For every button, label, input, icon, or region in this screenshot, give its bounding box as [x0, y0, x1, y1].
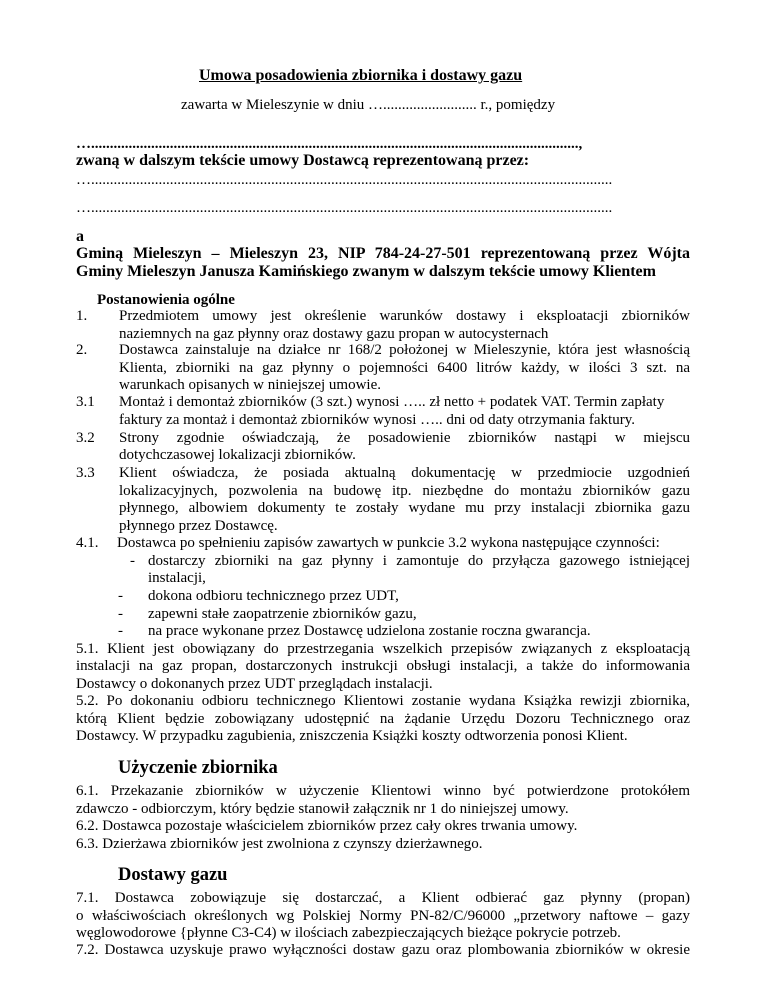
clause-5-2-line-3: Dostawcy. W przypadku zagubienia, zniszczenia Książki koszty odtworzenia ponosi Klient. [76, 728, 628, 744]
clause-number: 2. [76, 342, 88, 358]
clause-7-1-line-3: węglowodorowe {płynne C3-C4) w ilościach zabezpieczających bieżące pokrycie potrzeb. [76, 925, 621, 941]
clause-6-2: 6.2. Dostawca pozostaje właścicielem zbiorników przez cały okres trwania umowy. [76, 818, 578, 834]
bullet-dash: - [130, 553, 135, 569]
clause-6-3: 6.3. Dzierżawa zbiorników jest zwolniona z czynszy dzierżawnego. [76, 836, 483, 852]
clause-3-3-line-3: płynnego, albowiem dokumenty te zostały wydane mu przy instalacji zbiornika gazu [119, 500, 690, 516]
clause-5-1-line-3: Dostawcy o dokonanych przez UDT przeglądach instalacji. [76, 676, 433, 692]
clause-7-1-line-1: 7.1. Dostawca zobowiązuje się dostarczać, a Klient odbierać gaz płynny (propan) [76, 890, 690, 906]
supplier-representative-1: …........................................................................................................................................... [76, 172, 613, 188]
client-line-2: Gminy Mieleszyn Janusza Kamińskiego zwanym w dalszym tekście umowy Klientem [76, 263, 656, 280]
clause-7-1-line-2: o właściwościach określonych wg Polskiej Normy PN-82/C/96000 „przetwory naftowe – gazy [76, 908, 690, 924]
clause-1-line-2: naziemnych na gaz płynny oraz dostawy gazu propan w autocysternach [119, 326, 549, 342]
clause-6-1-line-1: 6.1. Przekazanie zbiorników w użyczenie Klientowi winno być potwierdzone protokółem [76, 783, 690, 799]
intro-line: zawarta w Mieleszynie w dniu …......................... r., pomiędzy [181, 97, 556, 113]
clause-3-3-line-1: Klient oświadcza, że posiada aktualną dokumentację w przedmiocie uzgodnień [119, 465, 690, 481]
clause-7-2-line-1: 7.2. Dostawca uzyskuje prawo wyłączności dostaw gazu oraz plombowania zbiorników w okresie [76, 942, 690, 958]
clause-3-1-line-1: Montaż i demontaż zbiorników (3 szt.) wynosi ….. zł netto + podatek VAT. Termin zapłaty [119, 394, 665, 410]
bullet-1-line-1: dostarczy zbiorniki na gaz płynny i zamontuje do przyłącza gazowego istniejącej [148, 553, 690, 569]
clause-3-2-line-1: Strony zgodnie oświadczają, że posadowienie zbiorników nastąpi w miejscu [119, 430, 690, 446]
clause-2-line-2: Klienta, zbiorniki na gaz płynny o pojemności 6400 litrów każdy, w ilości 3 szt. na [119, 360, 690, 376]
clause-3-3-line-2: lokalizacyjnych, pozwolenia na budowę itp. niezbędne do montażu zbiorników gazu [119, 483, 690, 499]
section-heading-supply: Dostawy gazu [118, 865, 228, 885]
client-line-1: Gminą Mieleszyn – Mieleszyn 23, NIP 784-24-27-501 reprezentowaną przez Wójta [76, 245, 690, 262]
document-title: Umowa posadowienia zbiornika i dostawy gazu [199, 67, 523, 84]
bullet-2: dokona odbioru technicznego przez UDT, [148, 588, 399, 604]
clause-2-line-3: warunkach opisanych w niniejszej umowie. [119, 377, 382, 393]
supplier-designation: zwaną w dalszym tekście umowy Dostawcą reprezentowaną przez: [76, 152, 530, 169]
section-heading-general: Postanowienia ogólne [97, 292, 235, 308]
bullet-1-line-2: instalacji, [148, 570, 206, 586]
bullet-dash: - [118, 588, 123, 604]
clause-number: 3.2 [76, 430, 95, 446]
supplier-representative-2: …........................................................................................................................................... [76, 200, 613, 216]
clause-number: 1. [76, 308, 88, 324]
clause-6-1-line-2: zdawczo - odbiorczym, który będzie stanowił załącznik nr 1 do niniejszej umowy. [76, 801, 569, 817]
clause-1-line-1: Przedmiotem umowy jest określenie warunków dostawy i eksploatacji zbiorników [119, 308, 690, 324]
clause-3-2-line-2: dotychczasowej lokalizacji zbiorników. [119, 447, 356, 463]
clause-5-1-line-2: instalacji na gaz propan, dostarczonych instrukcji obsługi instalacji, a także do informowania [76, 658, 690, 674]
clause-5-2-line-1: 5.2. Po dokonaniu odbioru technicznego Klientowi zostanie wydana Książka rewizji zbiornika, [76, 693, 690, 709]
conjunction-a: a [76, 228, 84, 245]
bullet-dash: - [118, 606, 123, 622]
clause-2-line-1: Dostawca zainstaluje na działce nr 168/2 położonej w Mieleszynie, która jest własnością [119, 342, 690, 358]
clause-number: 3.3 [76, 465, 95, 481]
clause-5-1-line-1: 5.1. Klient jest obowiązany do przestrzegania wszelkich przepisów związanych z eksploatacją [76, 641, 690, 657]
supplier-name-placeholder: ….................................................................................................................................., [76, 136, 583, 152]
section-heading-lending: Użyczenie zbiornika [118, 758, 278, 778]
clause-3-1-line-2: faktury za montaż i demontaż zbiorników wynosi ….. dni od daty otrzymania faktury. [119, 412, 635, 428]
clause-3-3-line-4: płynnego przez Dostawcę. [119, 518, 278, 534]
bullet-3: zapewni stałe zaopatrzenie zbiorników gazu, [148, 606, 417, 622]
clause-4-1-line-1: Dostawca po spełnieniu zapisów zawartych w punkcie 3.2 wykona następujące czynności: [117, 535, 660, 551]
clause-number: 3.1 [76, 394, 95, 410]
bullet-4: na prace wykonane przez Dostawcę udzielona zostanie roczna gwarancja. [148, 623, 591, 639]
clause-number: 4.1. [76, 535, 99, 551]
clause-5-2-line-2: którą Klient będzie zobowiązany udostępnić na żądanie Urzędu Dozoru Technicznego oraz [76, 711, 690, 727]
bullet-dash: - [118, 623, 123, 639]
